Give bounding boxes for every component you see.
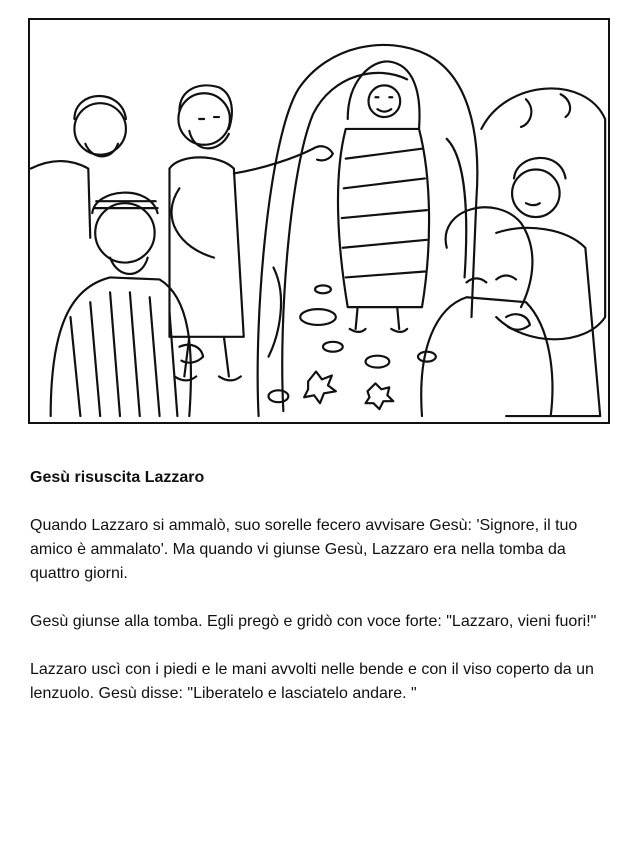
story-title: Gesù risuscita Lazzaro [30, 469, 205, 486]
man-background-left [31, 96, 126, 238]
round-stone [481, 88, 605, 339]
ground-stones [269, 285, 436, 409]
story-paragraph-2: Gesù giunse alla tomba. Egli pregò e gridò con voce forte: "Lazzaro, vieni fuori!" [30, 613, 597, 630]
lazarus-figure [338, 61, 429, 331]
story-paragraph-1: Quando Lazzaro si ammalò, suo sorelle fecero avvisare Gesù: 'Signore, il tuo amico è ammalato'. Ma quando vi giunse Gesù, Lazzaro era nella tomba da quattro giorni. [30, 517, 578, 582]
veiled-woman-figure [421, 207, 552, 416]
story-paragraph-3: Lazzaro uscì con i piedi e le mani avvolti nelle bende e con il viso coperto da un lenzuolo. Gesù disse: "Liberatelo e lasciatelo andare. " [30, 661, 594, 702]
young-man-figure [496, 158, 600, 416]
man-striped-robe [51, 193, 203, 416]
coloring-illustration [28, 18, 610, 424]
story-text [30, 466, 610, 730]
